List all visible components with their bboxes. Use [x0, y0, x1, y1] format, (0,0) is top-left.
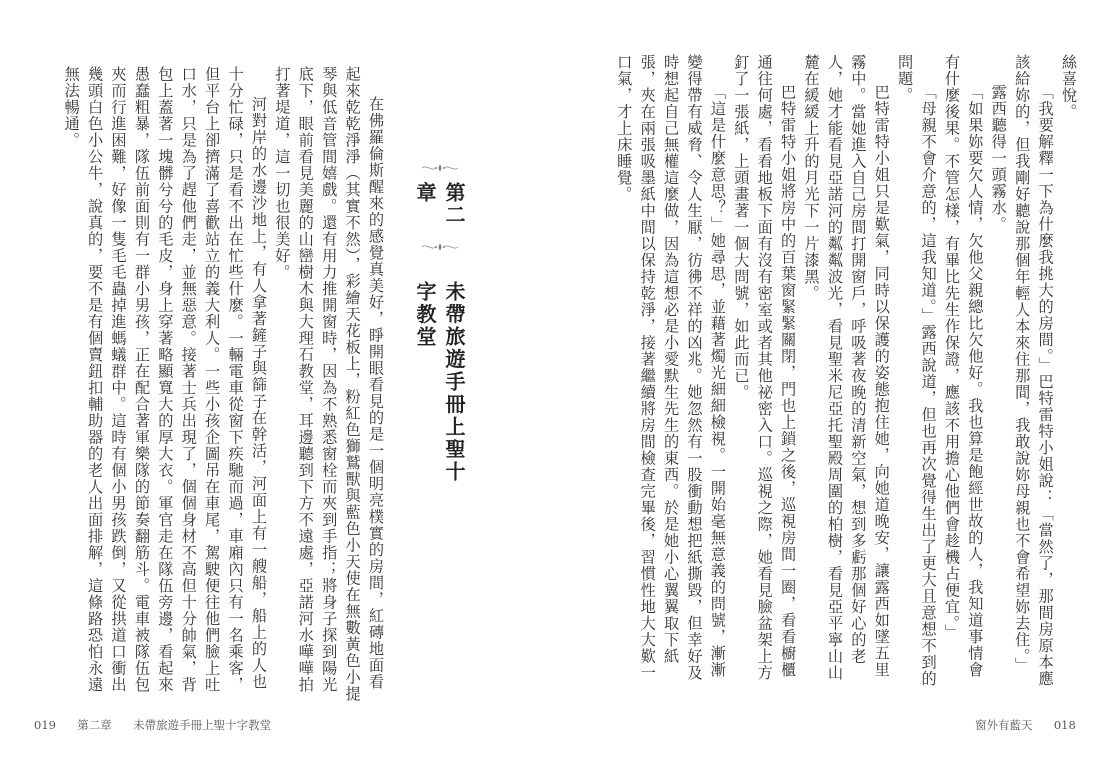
chapter-heading	[410, 160, 470, 490]
left-page-footer	[34, 717, 271, 733]
paragraph: 巴特雷特小姐只是歎氣，同時以保護的姿態抱住她，向她道晚安，讓露西如墜五里霧中。當她進入自己房間打開窗戶，呼吸著夜晚的清新空氣，想到多虧那個好心的老人，她才能看見亞諾河的粼粼波光，看見聖米尼亞托聖殿周圍的柏樹，看見亞平寧山山麓在緩緩上升的月光下一片漆黑。	[802, 54, 891, 681]
right-page-footer	[975, 717, 1076, 733]
paragraph: 露西聽得一頭霧水。	[989, 84, 1008, 233]
paragraph: 河對岸的水邊沙地上，有人拿著鏟子與篩子在幹活，河面上有一艘船，船上的人也十分忙碌，只是看不出在忙些什麼。一輛電車從窗下疾馳而過，車廂內只有一名乘客，但平台上卻擠滿了喜歡站立的義大利人。一些小孩企圖吊在車尾，駕駛便往他們臉上吐口水，只是為了趕他們走，並無惡意。接著士兵出現了，個個身材不高但十分帥氣，背包上蓋著一塊髒兮兮的毛皮，身上穿著略顯寬大的厚大衣。軍官走在隊伍旁邊，看起來愚蠢粗暴，隊伍前面則有一群小男孩，正在配合著軍樂隊的節奏翻筋斗。電車被隊伍包夾而行進困難，好像一隻毛毛蟲掉進螞蟻群中。這時有個小男孩跌倒，又從拱道口衝出幾頭白色小公牛，說真的，要不是有個賣鈕扣輔助器的老人出面排解，這條路恐怕永遠無法暢通。	[62, 66, 268, 693]
page-number: 018	[1053, 718, 1076, 732]
right-page-body	[615, 54, 1080, 694]
running-head-title: 未帶旅遊手冊上聖十字教堂	[133, 718, 272, 732]
paragraph: 「我要解釋一下為什麼我挑大的房間。」巴特雷特小姐說：「當然了，那間房原本應該給妳的，但我剛好聽說那個年輕人本來住那間，我敢說妳母親也不會希望妳去住。」	[1013, 54, 1055, 688]
paragraph: 「如果妳要欠人情，欠他父親總比欠他好。我也算是飽經世故的人，我知道事情會有什麼後果。不管怎樣，有畢比先生作保證，應該不用擔心他們會趁機占便宜。」	[942, 54, 985, 679]
chapter-number: 第二章	[413, 182, 466, 226]
page-number: 019	[34, 718, 56, 732]
paragraph: 絲喜悅。	[1060, 54, 1078, 120]
chapter-title: 未帶旅遊手冊上聖十字教堂	[413, 281, 466, 484]
paragraph: 在佛羅倫斯醒來的感覺真美好，睜開眼看見的是一個明亮樸實的房間，紅磚地面看起來乾乾淨淨（其實不然），彩繪天花板上，粉紅色獅鷲獸與藍色小天使在無數黃色小提琴與低音管間嬉戲。還有用力推開窗時，因為不熟悉窗栓而夾到手指；將身子探到陽光底下，眼前看見美麗的山巒樹木與大理石教堂，耳邊聽到下方不遠處，亞諾河水嘩嘩拍打著堤道，這一切也很美好。	[273, 66, 385, 702]
paragraph: 巴特雷特小姐將房中的百葉窗緊緊關閉，門也上鎖之後，巡視房間一圈，看看櫥櫃通往何處，看看地板下面有沒有密室或者其他祕密入口。巡視之際，她看見臉盆架上方釘了一張紙，上頭畫著一個大問號，如此而已。	[732, 54, 798, 681]
paragraph: 「這是什麼意思？」她尋思，並藉著燭光細細檢視。一開始毫無意義的問號，漸漸變得帶有威脅、令人生厭，彷彿不祥的凶兆。她忽然有一股衝動想把紙撕毀，但幸好及時想起自己無權這麼做，因為這想必是小愛默生先生的東西。於是她小心翼翼取下紙張，夾在兩張吸墨紙中間以保持乾淨，接著繼續將房間檢查完畢後，習慣性地大大歎一口氣，才上床睡覺。	[615, 54, 727, 681]
running-head-title: 窗外有藍天	[975, 718, 1033, 732]
flourish-ornament-icon	[421, 164, 459, 172]
paragraph: 「母親不會介意的，這我知道。」露西說道，但也再次覺得生出了更大且意想不到的問題。	[896, 54, 938, 688]
left-page-body	[62, 66, 387, 706]
running-head-chapter: 第二章	[77, 718, 112, 732]
flourish-ornament-icon	[421, 243, 459, 251]
